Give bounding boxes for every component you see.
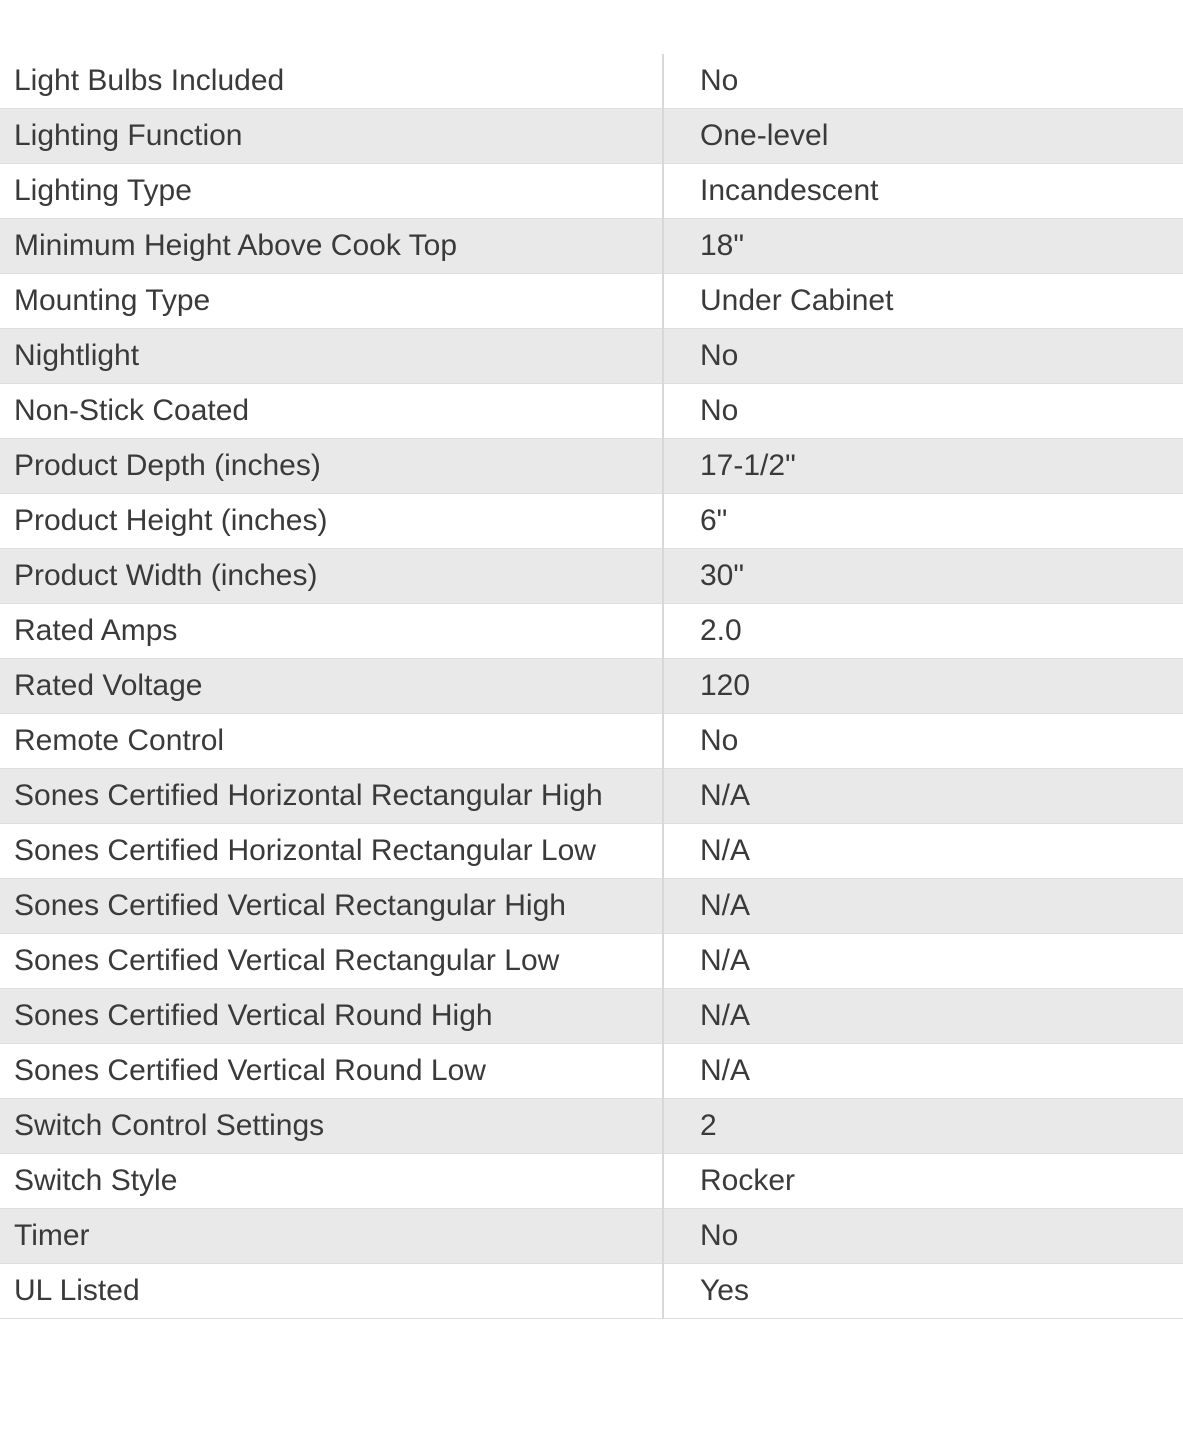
spec-value: No (663, 1209, 1183, 1264)
spec-label: Rated Voltage (0, 659, 663, 714)
spec-value: N/A (663, 1044, 1183, 1099)
spec-value: N/A (663, 769, 1183, 824)
spec-value: Under Cabinet (663, 274, 1183, 329)
spec-label: Timer (0, 1209, 663, 1264)
spec-value: N/A (663, 824, 1183, 879)
spec-label: Minimum Height Above Cook Top (0, 219, 663, 274)
spec-value: 120 (663, 659, 1183, 714)
spec-value: 2 (663, 1099, 1183, 1154)
spec-value: 18" (663, 219, 1183, 274)
spec-row-product-depth (0, 439, 1183, 494)
spec-value: N/A (663, 989, 1183, 1044)
spec-row-ul-listed (0, 1264, 1183, 1319)
spec-value: No (663, 384, 1183, 439)
spec-value: One-level (663, 109, 1183, 164)
spec-row-mounting-type (0, 274, 1183, 329)
spec-value: 30" (663, 549, 1183, 604)
spec-row-sones-horizontal-rect-low (0, 824, 1183, 879)
spec-value: Rocker (663, 1154, 1183, 1209)
spec-label: Lighting Type (0, 164, 663, 219)
spec-row-sones-vertical-rect-low (0, 934, 1183, 989)
spec-row-minimum-height (0, 219, 1183, 274)
specifications-table (0, 54, 1183, 1319)
spec-row-product-width (0, 549, 1183, 604)
spec-label: Sones Certified Vertical Rectangular High (0, 879, 663, 934)
spec-value: 6" (663, 494, 1183, 549)
spec-row-sones-vertical-round-high (0, 989, 1183, 1044)
spec-label: Mounting Type (0, 274, 663, 329)
spec-value: N/A (663, 934, 1183, 989)
spec-row-switch-control-settings (0, 1099, 1183, 1154)
spec-label: Nightlight (0, 329, 663, 384)
spec-value: 2.0 (663, 604, 1183, 659)
spec-label: UL Listed (0, 1264, 663, 1319)
spec-label: Product Depth (inches) (0, 439, 663, 494)
spec-label: Sones Certified Horizontal Rectangular High (0, 769, 663, 824)
spec-label: Light Bulbs Included (0, 54, 663, 109)
spec-value: Yes (663, 1264, 1183, 1319)
spec-label: Lighting Function (0, 109, 663, 164)
spec-value: No (663, 714, 1183, 769)
spec-row-nightlight (0, 329, 1183, 384)
spec-row-rated-voltage (0, 659, 1183, 714)
spec-label: Product Height (inches) (0, 494, 663, 549)
spec-label: Switch Style (0, 1154, 663, 1209)
spec-row-sones-vertical-round-low (0, 1044, 1183, 1099)
spec-row-lighting-function (0, 109, 1183, 164)
spec-value: 17-1/2" (663, 439, 1183, 494)
spec-row-non-stick-coated (0, 384, 1183, 439)
spec-row-remote-control (0, 714, 1183, 769)
spec-row-lighting-type (0, 164, 1183, 219)
spec-row-sones-vertical-rect-high (0, 879, 1183, 934)
spec-row-timer (0, 1209, 1183, 1264)
spec-label: Sones Certified Horizontal Rectangular Low (0, 824, 663, 879)
spec-label: Product Width (inches) (0, 549, 663, 604)
spec-value: N/A (663, 879, 1183, 934)
spec-value: Incandescent (663, 164, 1183, 219)
spec-row-product-height (0, 494, 1183, 549)
spec-label: Switch Control Settings (0, 1099, 663, 1154)
spec-label: Sones Certified Vertical Rectangular Low (0, 934, 663, 989)
spec-row-rated-amps (0, 604, 1183, 659)
spec-label: Sones Certified Vertical Round High (0, 989, 663, 1044)
spec-label: Rated Amps (0, 604, 663, 659)
spec-value: No (663, 329, 1183, 384)
spec-row-sones-horizontal-rect-high (0, 769, 1183, 824)
spec-label: Remote Control (0, 714, 663, 769)
spec-label: Non-Stick Coated (0, 384, 663, 439)
spec-row-switch-style (0, 1154, 1183, 1209)
spec-label: Sones Certified Vertical Round Low (0, 1044, 663, 1099)
spec-value: No (663, 54, 1183, 109)
spec-row-light-bulbs-included (0, 54, 1183, 109)
